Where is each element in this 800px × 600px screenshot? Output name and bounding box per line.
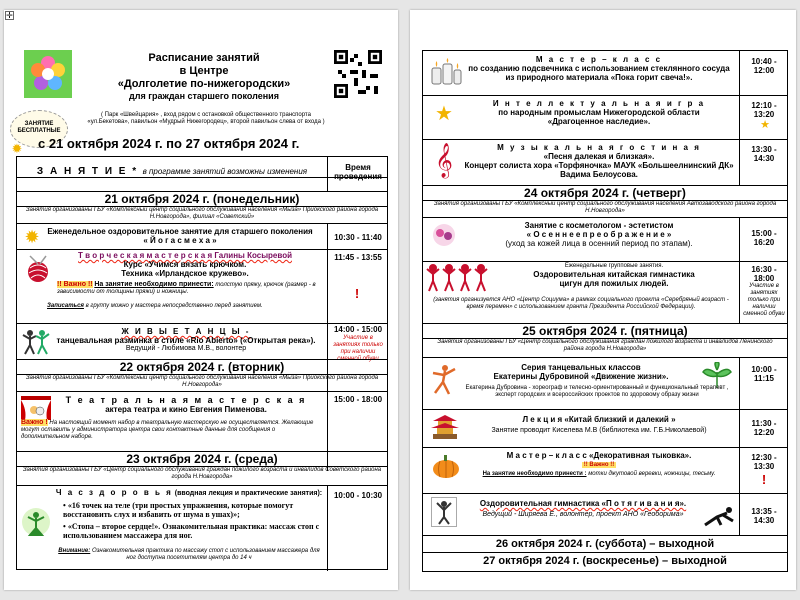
time-gym: 16:30 - 18:00 (751, 265, 777, 283)
time-lecture: 11:30 - 12:20 (751, 419, 777, 437)
day-friday: 25 октября 2024 г. (пятница) (423, 323, 787, 339)
health-attn-text: Ознакомительная практика по массажу стоп с использованием массажера для ног доступна посетителям центра до 14 ч (90, 548, 320, 561)
treble-clef-icon: 𝄞 (435, 144, 453, 177)
workshop-group-text: в группу можно у мастера непосредственно перед занятием. (83, 303, 263, 309)
exclamation-icon: ! (354, 285, 360, 301)
health-item1: «16 точек на теле (три простых упражнения, которые помогут восстановить слух и избавить от шума в ушах)»; (63, 501, 294, 519)
title-line3: «Долголетие по-нижегородски» (117, 78, 291, 90)
event-dance (47, 327, 325, 353)
time-master1: 10:40 - 12:00 (751, 57, 777, 75)
schedule-table-left (16, 156, 388, 570)
stretch-sub: Ведущий - Ширяева Е., волонтер, проект АНО «Геоборима» (482, 511, 684, 518)
event-health (53, 488, 325, 562)
workshop-title: Т в о р ч е с к а я м а с т е р с к а я Галины Косыревой (78, 251, 292, 260)
health-title-note: (вводная лекция и практические занятия): (172, 490, 323, 497)
event-gym (493, 263, 735, 288)
theatre-title: Т е а т р а л ь н а я м а с т е р с к а я (65, 395, 307, 405)
event-yoga: Еженедельное оздоровительное занятие для старшего поколения « Й о г а с м е х а » (47, 227, 313, 245)
game-title: И н т е л л е к т у а л ь н а я и г р а (492, 99, 706, 108)
master1-title: М а с т е р – к л а с с (535, 55, 663, 64)
schedule-table-right (422, 50, 788, 572)
qr-code-icon (334, 50, 382, 98)
time-cosmetologist: 15:00 - 16:20 (751, 229, 777, 247)
event-pumpkin-master-class (463, 451, 735, 478)
gym-title: Оздоровительная китайская гимнастика (533, 270, 695, 279)
lecture-sub: Занятие проводит Киселева М.В (библиотека им. Г.Б.Николаевой) (491, 427, 707, 434)
master2-title: М а с т е р – к л а с с «Декоративная тыковка». (506, 451, 692, 460)
cosmetologist-line1: Занятие с косметологом - эстетистом (524, 221, 674, 230)
gymnasts-icon (425, 263, 491, 293)
pumpkin-icon (431, 453, 461, 479)
workshop-tech: Техника «Ирландское кружево». (121, 269, 249, 278)
flower-logo-icon (24, 50, 72, 98)
day-wednesday: 23 октября 2024 г. (среда) (17, 451, 387, 467)
page-title (84, 52, 324, 101)
event-theatre (47, 395, 325, 414)
workshop-group (47, 303, 323, 310)
day-saturday: 26 октября 2024 г. (суббота) – выходной (423, 535, 787, 553)
header-time: Время проведения (334, 163, 382, 181)
event-lecture (463, 415, 735, 435)
health-title: Ч а с з д о р о в ь я (55, 488, 173, 497)
health-item1-wrap: • «16 точек на теле (три простых упражнения, которые помогут восстановить слух и избавить от шума в ушах)»; (63, 501, 294, 519)
sun-icon: ✹ (24, 226, 40, 247)
time-game: 12:10 - 13:20 (751, 101, 777, 119)
org-note-monday: Занятия организованы ГБУ «Комплексный центр социального обслуживания населения «Мыза» Приокского района города Н.Новгорода», филиал «Советский» (25, 207, 379, 220)
health-attn: Внимание: (58, 548, 91, 554)
meditation-figure-icon (21, 507, 51, 541)
game-text2: «Драгоценное наследие». (547, 117, 651, 126)
left-page (4, 10, 398, 590)
time-master2: 12:30 - 13:30 (751, 453, 777, 471)
game-text1: по народным промыслам Нижегородской области (498, 108, 700, 117)
star-icon: ★ (435, 102, 453, 125)
master2-bring-text: мотки джутовой веревки, ножницы, тесьму. (586, 471, 716, 477)
gym-weekly: Еженедельные групповые занятия. (564, 263, 664, 269)
master2-bring-label: На занятие необходимо принести : (482, 471, 587, 477)
theatre-text: На настоящий момент набор в театральную мастерскую не осуществляется. Желающие могут оставить у администратора центра свои контактные данные для сообщения о дополнительном наборе. (21, 420, 314, 440)
org-note-wednesday: Занятия организованы ГБУ «Центр социального обслуживания граждан пожилого возраста и инвалидов Советского района города Н.Новгорода» (22, 467, 382, 480)
gym-time-note: Участие в занятиях только при наличии сменной обуви (743, 283, 785, 317)
dance-series-desc: Екатерина Дубровина - хореограф и телесно-ориентированный и функциональный терапевт , эксперт городских и всероссийских проектов по здоровому образу жизни (465, 385, 729, 398)
music-title: М у з ы к а л ь н а я г о с т и н а я (497, 143, 701, 152)
header-activity-note: в программе занятий возможны изменения (142, 167, 308, 176)
cosmetology-icon (429, 223, 459, 247)
time-theatre: 15:00 - 18:00 (333, 395, 383, 404)
time-stretch: 13:35 - 14:30 (751, 507, 777, 525)
time-health: 10:00 - 10:30 (333, 491, 383, 500)
day-thursday: 24 октября 2024 г. (четверг) (423, 185, 787, 201)
dance-note: Участие в занятиях только при наличии сменной обуви (333, 335, 383, 362)
workshop-bring (57, 281, 323, 296)
workshop-bring-label: На занятие необходимо принести: (94, 281, 214, 288)
header-activity-label: З А Н Я Т И Е * (36, 166, 139, 177)
time-yoga: 10:30 - 11:40 (334, 233, 382, 242)
music-concert: Концерт солиста хора «Торфяночка» МАУК «Большеелнинский ДК» Вадима Белоусова. (464, 161, 734, 179)
event-stretch (463, 499, 703, 519)
gym-note: (занятия организуется АНО «Центр Социума» в рамках социального проекта «Серебряный возраст - время перемен» с использованием гранта Президента Российской Федерации). (433, 297, 729, 310)
day-sunday: 27 октября 2024 г. (воскресенье) – выходной (483, 555, 727, 567)
dance-title: Ж И В Ы Е Т А Н Ц Ы - (121, 327, 251, 336)
date-range: с 21 октября 2024 г. по 27 октября 2024 г. (38, 136, 300, 151)
event-dance-series (463, 363, 699, 381)
time-dance: 14:00 - 15:00 (333, 325, 383, 334)
music-sub: «Песня далекая и близкая». (543, 152, 655, 161)
lecture-title: Л е к ц и я «Китай близкий и далекий » (522, 415, 676, 424)
master2-important: !! Важно !! (583, 462, 615, 468)
workshop-bring-text: толстую пряжу, крючок (размер - в зависимости от толщины пряжи) и ножницы. (57, 282, 316, 295)
pagoda-icon (429, 413, 461, 441)
sun-icon: ✹ (11, 141, 23, 156)
cosmetologist-line2: « О с е н н е е п р е о б р а ж е н и е » (526, 230, 672, 239)
theatre-important: Важно ! (21, 419, 48, 426)
master1-text: по созданию подсвечника с использованием стеклянного сосуда из природного материала «Пока горит свеча!». (468, 64, 730, 82)
right-page (410, 10, 796, 590)
gym-sub: цигун для пожилых людей. (559, 279, 669, 288)
stretch-title: Оздоровительная гимнастика «П о т я г и в а н и я». (479, 499, 687, 508)
exclamation-icon: ! (761, 471, 767, 487)
move-handle-icon[interactable]: ✛ (6, 11, 13, 20)
cosmetologist-line3: (уход за кожей лица в осенний период по этапам). (505, 239, 693, 248)
dance-series-title: Серия танцевальных классов (521, 363, 641, 372)
stretching-figure-icon (703, 503, 735, 529)
org-note-tuesday: Занятия организованы ГБУ «Комплексный центр социального обслуживания населения «Мыза» Приокского района города Н.Новгорода» (25, 375, 379, 388)
health-item2-wrap: • «Стопа – второе сердце!». Ознакомительная практика: массаж стоп с использованием массажера для ног. (63, 522, 320, 540)
event-game (463, 99, 735, 126)
time-workshop: 11:45 - 13:55 (334, 253, 382, 262)
dance-desc: танцевальная разминка в стиле «Rio Abierto» («Открытая река»). (56, 336, 316, 345)
workshop-important: !! Важно !! (57, 281, 93, 288)
theatre-notice (21, 419, 325, 441)
candles-icon (429, 57, 463, 87)
event-music (463, 143, 735, 179)
org-note-friday: Занятия организованы ГБУ «Центр социального обслуживания граждан пожилого возраста и инвалидов Ленинского района города Н.Новгорода» (437, 339, 773, 352)
workshop-course: Курс «Учимся вязать крючком. (123, 260, 247, 269)
address: ( Парк «Швейцария» , вход рядом с остановкой общественного транспорта «ул.Бекетова», павильон «Мудрый Нижегородец», второй павильон слева от входа ) (87, 112, 325, 125)
time-dance-series: 10:00 - 11:15 (751, 365, 777, 383)
day-monday: 21 октября 2024 г. (понедельник) (17, 191, 387, 207)
dance-series-sub: Екатерины Дубровиной «Движение жизни». (493, 372, 669, 381)
star-small-icon: ★ (760, 118, 770, 131)
stretch-poster-icon (431, 497, 457, 527)
title-line2: в Центре (179, 65, 229, 77)
org-note-thursday: Занятия организованы ГБУ «Комплексный центр социального обслуживания населения Автозаводского района города Н.Новгорода» (433, 201, 777, 214)
badge-line2: БЕСПЛАТНЫЕ (17, 128, 61, 134)
event-workshop (47, 251, 323, 278)
dance-lead: Ведущий - Любимова М.В., волонтер (125, 345, 247, 352)
title-line1: Расписание занятий (148, 52, 260, 64)
health-item2: «Стопа – второе сердце!». Ознакомительная практика: массаж стоп с использованием массажера для ног. (63, 522, 320, 540)
dancer-icon (429, 363, 459, 397)
title-line4: для граждан старшего поколения (129, 91, 279, 101)
theatre-sub: актера театра и кино Евгения Пименова. (105, 405, 267, 414)
event-cosmetologist (463, 221, 735, 248)
workshop-group-label: Записаться (47, 303, 84, 309)
day-tuesday: 22 октября 2024 г. (вторник) (17, 359, 387, 375)
event-candle-master-class (463, 55, 735, 82)
badge-line1: ЗАНЯТИЕ (24, 121, 54, 127)
time-music: 13:30 - 14:30 (751, 145, 777, 163)
